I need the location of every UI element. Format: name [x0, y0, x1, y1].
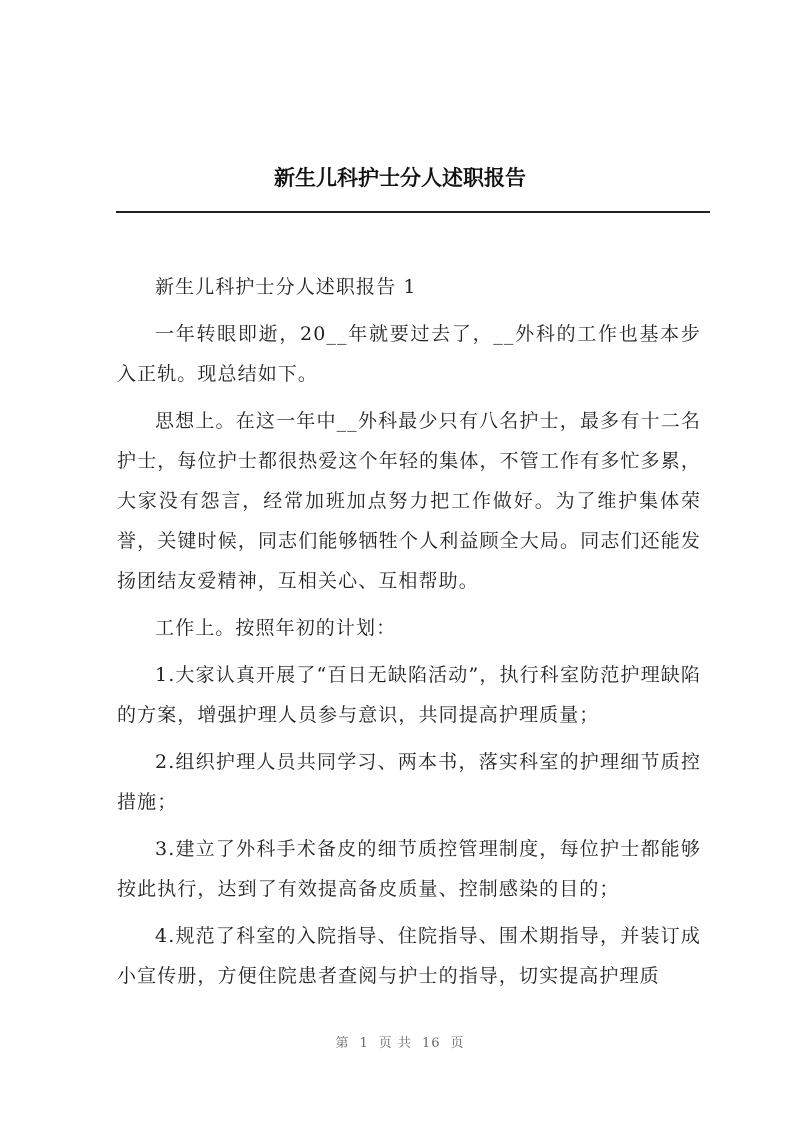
list-item-2: 2.组织护理人员共同学习、两本书，落实科室的护理细节质控措施； [117, 751, 701, 813]
list-item-4: 4.规范了科室的入院指导、住院指导、围术期指导，并装订成小宣传册，方便住院患者查阅与护士的指导，切实提高护理质 [117, 925, 701, 987]
page-footer [0, 1032, 800, 1051]
paragraph-intro: 一年转眼即逝，20__年就要过去了，__外科的工作也基本步入正轨。现总结如下。 [117, 323, 701, 385]
list-item-3: 3.建立了外科手术备皮的细节质控管理制度，每位护士都能够按此执行，达到了有效提高备皮质量、控制感染的目的； [117, 838, 701, 900]
document-title: 新生儿科护士分人述职报告 [274, 166, 526, 190]
footer-end-label: 页 [450, 1036, 465, 1051]
footer-total-pages: 16 [421, 1036, 441, 1051]
footer-page-label: 第 [335, 1036, 350, 1051]
paragraph-work: 工作上。按照年初的计划： [155, 617, 397, 639]
paragraph-thought: 思想上。在这一年中__外科最少只有八名护士，最多有十二名护士，每位护士都很热爱这个年轻的集体，不管工作有多忙多累，大家没有怨言，经常加班加点努力把工作做好。为了维护集体荣誉，关键时候，同志们能够牺牲个人利益顾全大局。同志们还能发扬团结友爱精神，互相关心、互相帮助。 [117, 410, 701, 592]
footer-mid-label: 页 共 [378, 1036, 412, 1051]
paragraph-heading: 新生儿科护士分人述职报告 1 [155, 276, 417, 298]
list-item-1: 1.大家认真开展了“百日无缺陷活动”，执行科室防范护理缺陷的方案，增强护理人员参与意识，共同提高护理质量； [117, 664, 701, 726]
footer-page-number: 1 [359, 1036, 369, 1051]
document-body [117, 267, 701, 1003]
title-underline [116, 211, 710, 213]
